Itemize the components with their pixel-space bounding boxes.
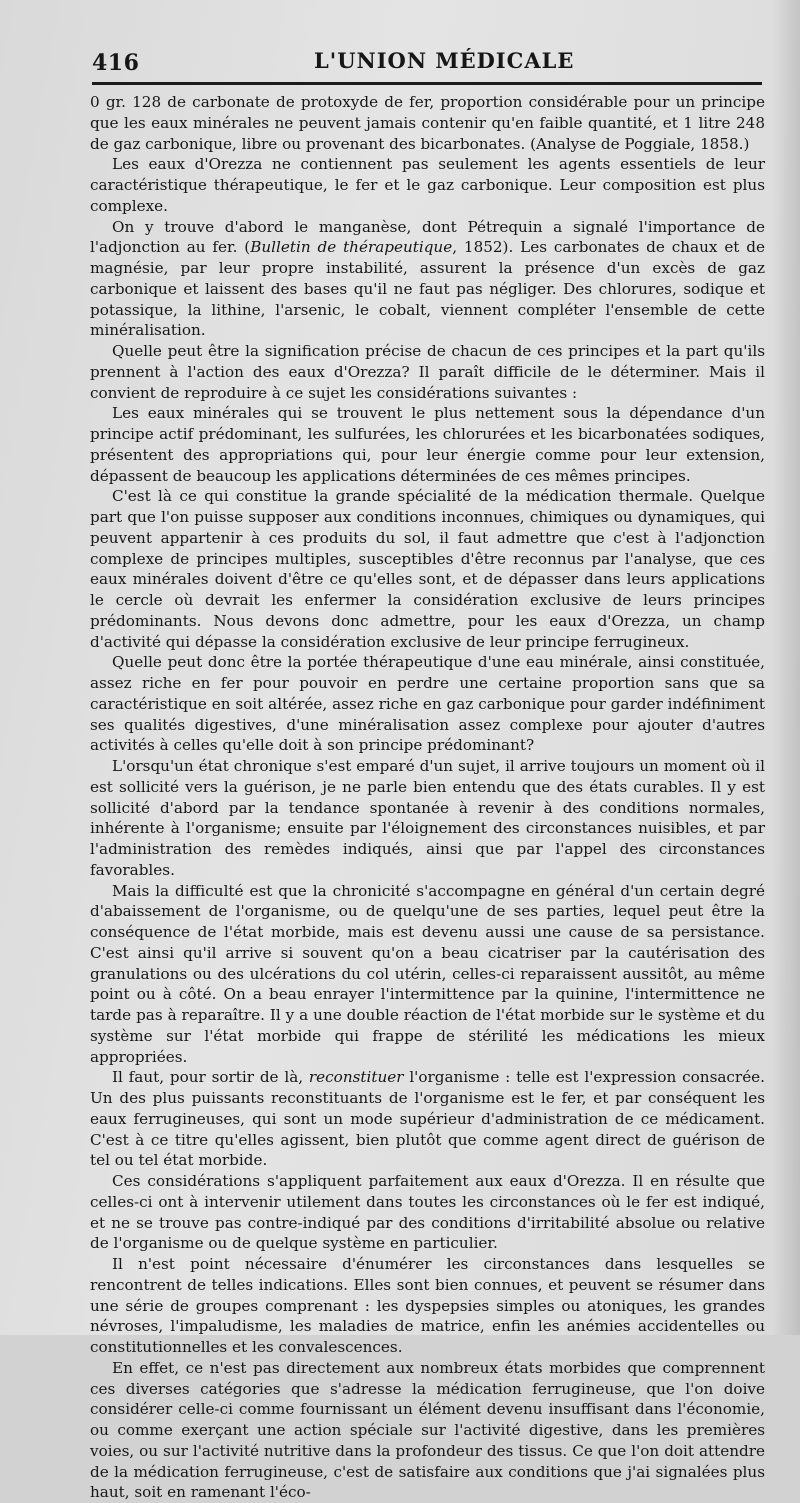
paragraph: Il n'est point nécessaire d'énumérer les circonstances dans lesquelles se rencontrent de telles indications. Elles sont bien connues, et peuvent se résumer dans une série de groupes comprenant : les dyspepsies simples ou atoniques, les grandes névroses, l'impaludisme, les maladies de matrice, enfin les anémies accidentelles ou constitutionnelles et les convalescences. (90, 1255, 765, 1356)
paragraph-text: , 1852). Les carbonates de chaux et de magnésie, par leur propre instabilité, assurent la présence d'un excès de gaz carbonique et laissent des bases qu'il ne faut pas négliger. Des chlorures, sodique et potassique, la lithine, l'arsenic, le cobalt, viennent compléter l'ensemble de cette minéralisation. (90, 238, 765, 340)
scan-edge-shadow (772, 0, 800, 1335)
header-rule (92, 82, 762, 85)
paragraph: Ces considérations s'appliquent parfaitement aux eaux d'Orezza. Il en résulte que celles-ci ont à intervenir utilement dans toutes les circonstances où le fer est indiqué, et ne se trouve pas contre-indiqué par des conditions d'irritabilité absolue ou relative de l'organisme ou de quelque système en particulier. (90, 1172, 765, 1253)
paragraph-text: On y trouve d'abord le manganèse, dont Pétrequin a signalé l'importance de l'adjonction au fer. ( (90, 217, 765, 257)
paragraph-text: Il faut, pour sortir de là, (112, 1068, 309, 1087)
paragraph: C'est là ce qui constitue la grande spécialité de la médication thermale. Quelque part que l'on puisse supposer aux conditions inconnues, chimiques ou dynamiques, qui peuvent appartenir à ces produits du sol, il faut admettre que c'est à l'adjonction complexe de principes multiples, susceptibles d'être reconnus par l'analyse, que ces eaux minérales doivent d'être ce qu'elles sont, et de dépasser dans leurs applications le cercle où devrait les enfermer la considération exclusive de leurs principes prédominants. Nous devons donc admettre, pour les eaux d'Orezza, un champ d'activité qui dépasse la considération exclusive de leur principe ferrugineux. (90, 487, 765, 651)
page-header (92, 44, 772, 74)
paragraph: Quelle peut donc être la portée thérapeutique d'une eau minérale, ainsi constituée, assez riche en fer pour pouvoir en perdre une certaine proportion sans que sa caractéristique en soit altérée, assez riche en gaz carbonique pour garder indéfiniment ses qualités digestives, d'une minéralisation assez complexe pour ajouter d'autres activités à celles qu'elle doit à son principe prédominant? (90, 653, 765, 755)
paragraph: Quelle peut être la signification précise de chacun de ces principes et la part qu'ils prennent à l'action des eaux d'Orezza? Il paraît difficile de le déterminer. Mais il convient de reproduire à ce sujet les considérations suivantes : (90, 342, 765, 402)
paragraph: Les eaux d'Orezza ne contiennent pas seulement les agents essentiels de leur caractéristique thérapeutique, le fer et le gaz carbonique. Leur composition est plus complexe. (90, 155, 765, 215)
paragraph: L'orsqu'un état chronique s'est emparé d'un sujet, il arrive toujours un moment où il est sollicité vers la guérison, je ne parle bien entendu que des états curables. Il y est sollicité d'abord par la tendance spontanée à revenir à des conditions normales, inhérente à l'organisme; ensuite par l'éloignement des circonstances nuisibles, et par l'administration des remèdes indiqués, ainsi que par l'appel des circonstances favorables. (90, 757, 765, 879)
paragraph (90, 217, 765, 342)
paragraph: En effet, ce n'est pas directement aux nombreux états morbides que comprennent ces diverses catégories que s'adresse la médication ferrugineuse, que l'on doive considérer celle-ci comme fournissant un élément devenu insuffisant dans l'économie, ou comme exerçant une action spéciale sur l'activité digestive, dans les premières voies, ou sur l'activité nutritive dans la profondeur des tissus. Ce que l'on doit attendre de la médication ferrugineuse, c'est de satisfaire aux conditions que j'ai signalées plus haut, soit en ramenant l'éco- (90, 1358, 765, 1502)
page-number: 416 (92, 50, 140, 76)
paragraph-text: l'organisme : telle est l'expression consacrée. Un des plus puissants reconstituants de l'organisme est le fer, et par conséquent les eaux ferrugineuses, qui sont un mode supérieur d'administration de ce médicament. C'est à ce titre qu'elles agissent, bien plutôt que comme agent direct de guérison de tel ou tel état morbide. (90, 1068, 765, 1170)
paragraph: Les eaux minérales qui se trouvent le plus nettement sous la dépendance d'un principe actif prédominant, les sulfurées, les chlorurées et les bicarbonatées sodiques, présentent des appropriations qui, pour leur énergie comme pour leur extension, dépassent de beaucoup les applications déterminées de ces mêmes principes. (90, 404, 765, 485)
paragraph: Mais la difficulté est que la chronicité s'accompagne en général d'un certain degré d'abaissement de l'organisme, ou de quelqu'une de ses parties, lequel peut être la conséquence de l'état morbide, mais est devenu aussi une cause de sa persistance. C'est ainsi qu'il arrive si souvent qu'on a beau cicatriser par la cautérisation des granulations ou des ulcérations du col utérin, celles-ci reparaissent aussitôt, au même point ou à côté. On a beau enrayer l'intermittence par la quinine, l'intermittence ne tarde pas à reparaître. Il y a une double réaction de l'état morbide sur le système et du système sur l'état morbide qui frappe de stérilité les médications les mieux appropriées. (90, 881, 765, 1066)
emphasis-italic: reconstituer (308, 1068, 404, 1087)
paragraph: 0 gr. 128 de carbonate de protoxyde de fer, proportion considérable pour un principe que les eaux minérales ne peuvent jamais contenir qu'en faible quantité, et 1 litre 248 de gaz carbonique, libre ou provenant des bicarbonates. (Analyse de Poggiale, 1858.) (90, 93, 765, 153)
paragraph (90, 1067, 765, 1171)
running-head: L'UNION MÉDICALE (314, 48, 575, 73)
journal-title-italic: Bulletin de thérapeutique (250, 238, 453, 257)
body-text (90, 92, 765, 1503)
